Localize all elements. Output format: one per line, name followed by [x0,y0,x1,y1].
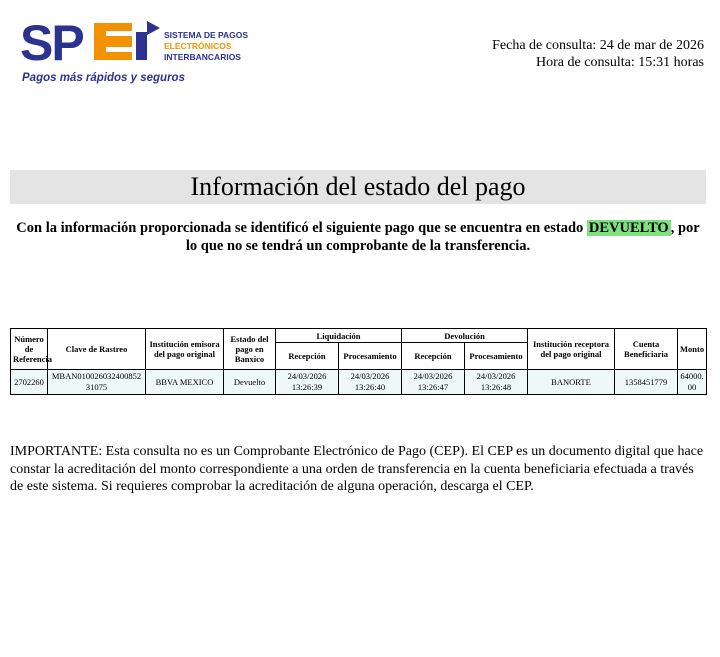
header-numero: Número de Referencia [11,329,48,370]
header-dev-recepcion: Recepción [402,343,465,370]
status-message-part2: , por lo que no se tendrá un comprobante de la transferencia. [185,220,700,254]
cell-liq-recepcion: 24/03/2026 13:26:39 [276,370,339,395]
header-estado: Estado del pago en Banxico [224,329,276,370]
consult-time-label: Hora de consulta: [536,55,635,70]
logo-i-bar [136,32,147,60]
page-title: Información del estado del pago [10,170,706,204]
table-row [11,370,707,395]
logo-brand-line-1: SISTEMA DE PAGOS [164,30,249,40]
cell-receptora: BANORTE [528,370,615,395]
cell-cuenta: 1358451779 [615,370,678,395]
header-monto: Monto [678,329,707,370]
header-cuenta: Cuenta Beneficiaria [615,329,678,370]
cell-numero: 2702260 [11,370,48,395]
consult-time-value: 15:31 horas [638,55,704,70]
cell-estado: Devuelto [224,370,276,395]
header-devolucion: Devolución [402,329,528,343]
header-liq-recepcion: Recepción [276,343,339,370]
consult-info [492,37,704,71]
logo-brand-line-3: INTERBANCARIOS [164,52,241,62]
header-dev-procesamiento: Procesamiento [465,343,528,370]
important-notice: IMPORTANTE: Esta consulta no es un Comprobante Electrónico de Pago (CEP). El CEP es un documento digital que hace constar la acreditación del monto correspondiente a una orden de transferencia en la cuenta beneficiaria efectuada a través de este sistema. Si requieres comprobar la acreditación de alguna operación, descarga el CEP. [10,444,704,494]
logo-letters-sp: SP [20,15,83,71]
logo-arrow-icon [147,21,160,35]
header-liq-procesamiento: Procesamiento [339,343,402,370]
status-message-part1: Con la información proporcionada se identificó el siguiente pago que se encuentra en estado [16,220,587,236]
header-emisora: Institución emisora del pago original [146,329,224,370]
cell-dev-recepcion: 24/03/2026 13:26:47 [402,370,465,395]
cell-clave: MBAN01002603240085231075 [48,370,146,395]
logo-tagline: Pagos más rápidos y seguros [22,72,185,84]
consult-date [492,37,704,54]
payment-table-wrapper [10,328,706,395]
header-clave: Clave de Rastreo [48,329,146,370]
table-header-row [11,329,707,343]
logo-e-box [94,23,132,60]
payment-table [10,328,707,395]
consult-date-value: 24 de mar de 2026 [599,38,704,53]
logo-brand-line-2: ELECTRÓNICOS [164,41,232,51]
header-receptora: Institución receptora del pago original [528,329,615,370]
consult-time [492,54,704,71]
cell-dev-procesamiento: 24/03/2026 13:26:48 [465,370,528,395]
cell-monto: 64000.00 [678,370,707,395]
cell-emisora: BBVA MEXICO [146,370,224,395]
status-highlight: DEVUELTO [588,220,669,236]
status-message [10,219,706,255]
header-liquidacion: Liquidación [276,329,402,343]
logo-e-bar-2 [106,47,132,52]
logo-e-bar-1 [106,31,132,36]
cell-liq-procesamiento: 24/03/2026 13:26:40 [339,370,402,395]
consult-date-label: Fecha de consulta: [492,38,597,53]
spei-logo-graphic [20,14,250,74]
